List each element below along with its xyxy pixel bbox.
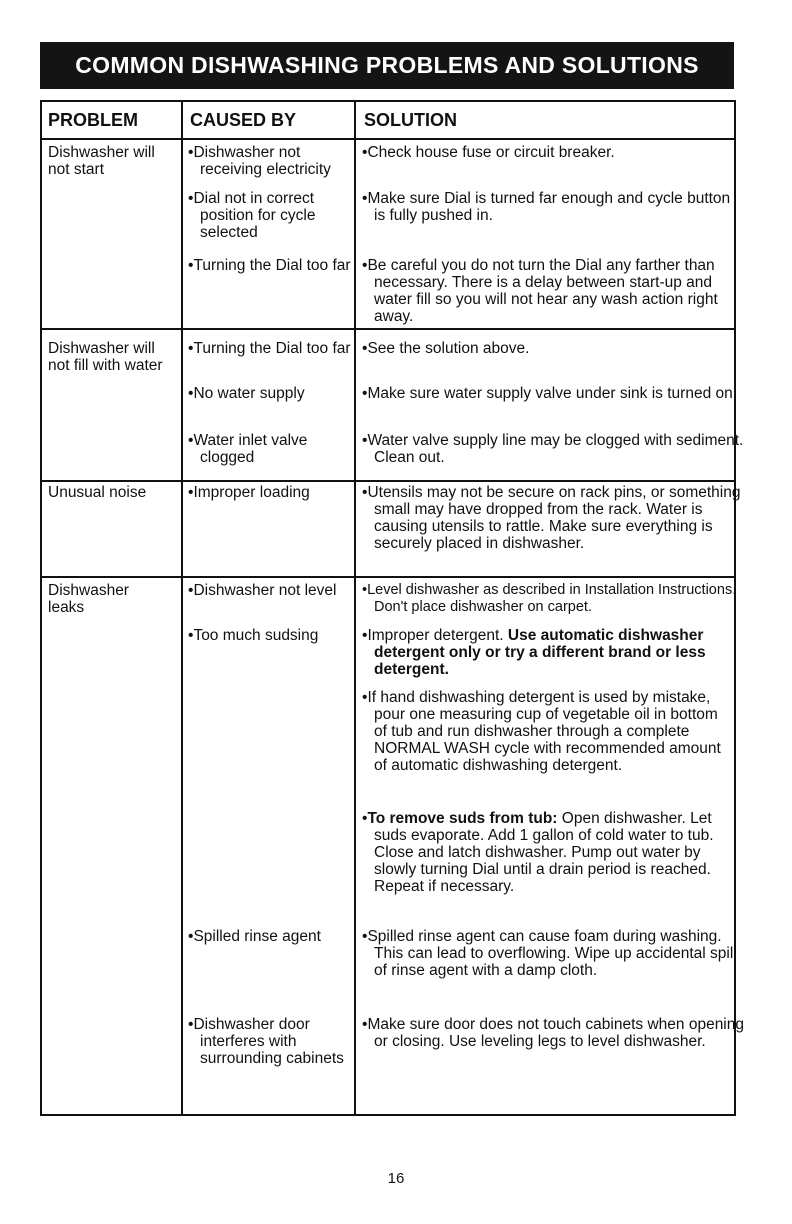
cause-cell: •Dishwasher not level [188,582,337,599]
cause-text: Water inlet valve clogged [193,432,308,466]
solution-cell: •Spilled rinse agent can cause foam during washing. This can lead to overflowing. Wipe up accidental spill of rinse agent with a damp cloth. [362,928,737,979]
problem-cell: Dishwasher will not start [48,144,155,178]
cause-cell: •Dishwasher door interferes with surrounding cabinets [188,1016,344,1067]
cause-text: Spilled rinse agent [193,928,321,945]
solution-text: Improper detergent. [367,627,508,644]
solution-text: Utensils may not be secure on rack pins, or something small may have dropped from the rack. Water is causing utensils to rattle. Make sure everything is securely placed in dishwasher. [367,484,741,552]
solution-cell: •Be careful you do not turn the Dial any farther than necessary. There is a delay between start-up and water fill so you will not hear any wash action right away. [362,257,718,325]
solution-text: Level dishwasher as described in Installation Instructions. Don't place dishwasher on carpet. [367,582,737,615]
header-caused-by: CAUSED BY [190,110,297,130]
cause-cell: •Turning the Dial too far [188,340,351,357]
row-divider [42,576,734,578]
cause-cell: •No water supply [188,385,305,402]
cause-text: Dishwasher not receiving electricity [193,144,331,178]
header-divider [42,138,734,140]
solution-emphasis: Use automatic dishwasher detergent only or try a different brand or less detergent. [374,627,706,678]
row-divider [42,480,734,482]
solution-text: Water valve supply line may be clogged with sediment. Clean out. [367,432,744,466]
solution-text: See the solution above. [367,340,530,357]
solution-cell: •Water valve supply line may be clogged with sediment. Clean out. [362,432,744,466]
row-divider [42,328,734,330]
page-title: COMMON DISHWASHING PROBLEMS AND SOLUTIONS [40,42,734,89]
solution-text: If hand dishwashing detergent is used by mistake, pour one measuring cup of vegetable oil in bottom of tub and run dishwasher through a complete NORMAL WASH cycle with recommended amount of automatic dishwashing detergent. [367,689,721,774]
column-divider [181,102,183,1114]
solution-text: Be careful you do not turn the Dial any farther than necessary. There is a delay between start-up and water fill so you will not hear any wash action right away. [367,257,718,325]
cause-cell: •Spilled rinse agent [188,928,321,945]
cause-text: Dishwasher door interferes with surrounding cabinets [193,1016,344,1067]
solution-emphasis: To remove suds from tub: [367,810,558,827]
solution-text: Make sure door does not touch cabinets when opening or closing. Use leveling legs to level dishwasher. [367,1016,744,1050]
cause-text: Dishwasher not level [193,582,337,599]
solution-cell: •Utensils may not be secure on rack pins, or something small may have dropped from the rack. Water is causing utensils to rattle. Make sure everything is securely placed in dishwasher. [362,484,741,552]
problems-table [40,100,744,1116]
page-number: 16 [387,1170,405,1187]
solution-cell: •Level dishwasher as described in Installation Instructions. Don't place dishwasher on carpet. [362,582,737,615]
problem-cell: Dishwasher will not fill with water [48,340,163,374]
solution-text: Make sure Dial is turned far enough and cycle button is fully pushed in. [367,190,731,224]
solution-cell: •Make sure water supply valve under sink is turned on. [362,385,738,402]
solution-text: Check house fuse or circuit breaker. [367,144,615,161]
solution-text: Open dishwasher. Let suds evaporate. Add 1 gallon of cold water to tub. Close and latch dishwasher. Pump out water by slowly turning Dial until a drain period is reached. Repeat if necessary. [374,810,714,895]
cause-text: Improper loading [193,484,310,501]
cause-cell: •Dishwasher not receiving electricity [188,144,331,178]
solution-cell: •Check house fuse or circuit breaker. [362,144,615,161]
cause-text: No water supply [193,385,305,402]
problem-cell: Dishwasher leaks [48,582,129,616]
solution-cell: •Make sure Dial is turned far enough and cycle button is fully pushed in. [362,190,731,224]
cause-text: Dial not in correct position for cycle selected [193,190,316,241]
cause-text: Turning the Dial too far [193,257,351,274]
solution-cell: •If hand dishwashing detergent is used by mistake, pour one measuring cup of vegetable oil in bottom of tub and run dishwasher through a complete NORMAL WASH cycle with recommended amount of automatic dishwashing detergent. [362,689,721,774]
column-divider [354,102,356,1114]
solution-text: Spilled rinse agent can cause foam during washing. This can lead to overflowing. Wipe up accidental spill of rinse agent with a damp cloth. [367,928,737,979]
cause-cell: •Water inlet valve clogged [188,432,308,466]
header-solution: SOLUTION [364,110,457,130]
cause-cell: •Turning the Dial too far [188,257,351,274]
solution-cell: •Make sure door does not touch cabinets when opening or closing. Use leveling legs to level dishwasher. [362,1016,744,1050]
problem-cell: Unusual noise [48,484,147,501]
solution-cell: •To remove suds from tub: Open dishwasher. Let suds evaporate. Add 1 gallon of cold water to tub. Close and latch dishwasher. Pump out water by slowly turning Dial until a drain period is reached. Repeat if necessary. [362,810,714,895]
cause-text: Too much sudsing [193,627,319,644]
cause-cell: •Dial not in correct position for cycle selected [188,190,316,241]
solution-cell: •See the solution above. [362,340,530,357]
header-problem: PROBLEM [48,110,138,130]
solution-text: Make sure water supply valve under sink is turned on. [367,385,738,402]
cause-text: Turning the Dial too far [193,340,351,357]
cause-cell: •Improper loading [188,484,310,501]
solution-cell: •Improper detergent. Use automatic dishwasher detergent only or try a different brand or less detergent. [362,627,706,678]
cause-cell: •Too much sudsing [188,627,319,644]
